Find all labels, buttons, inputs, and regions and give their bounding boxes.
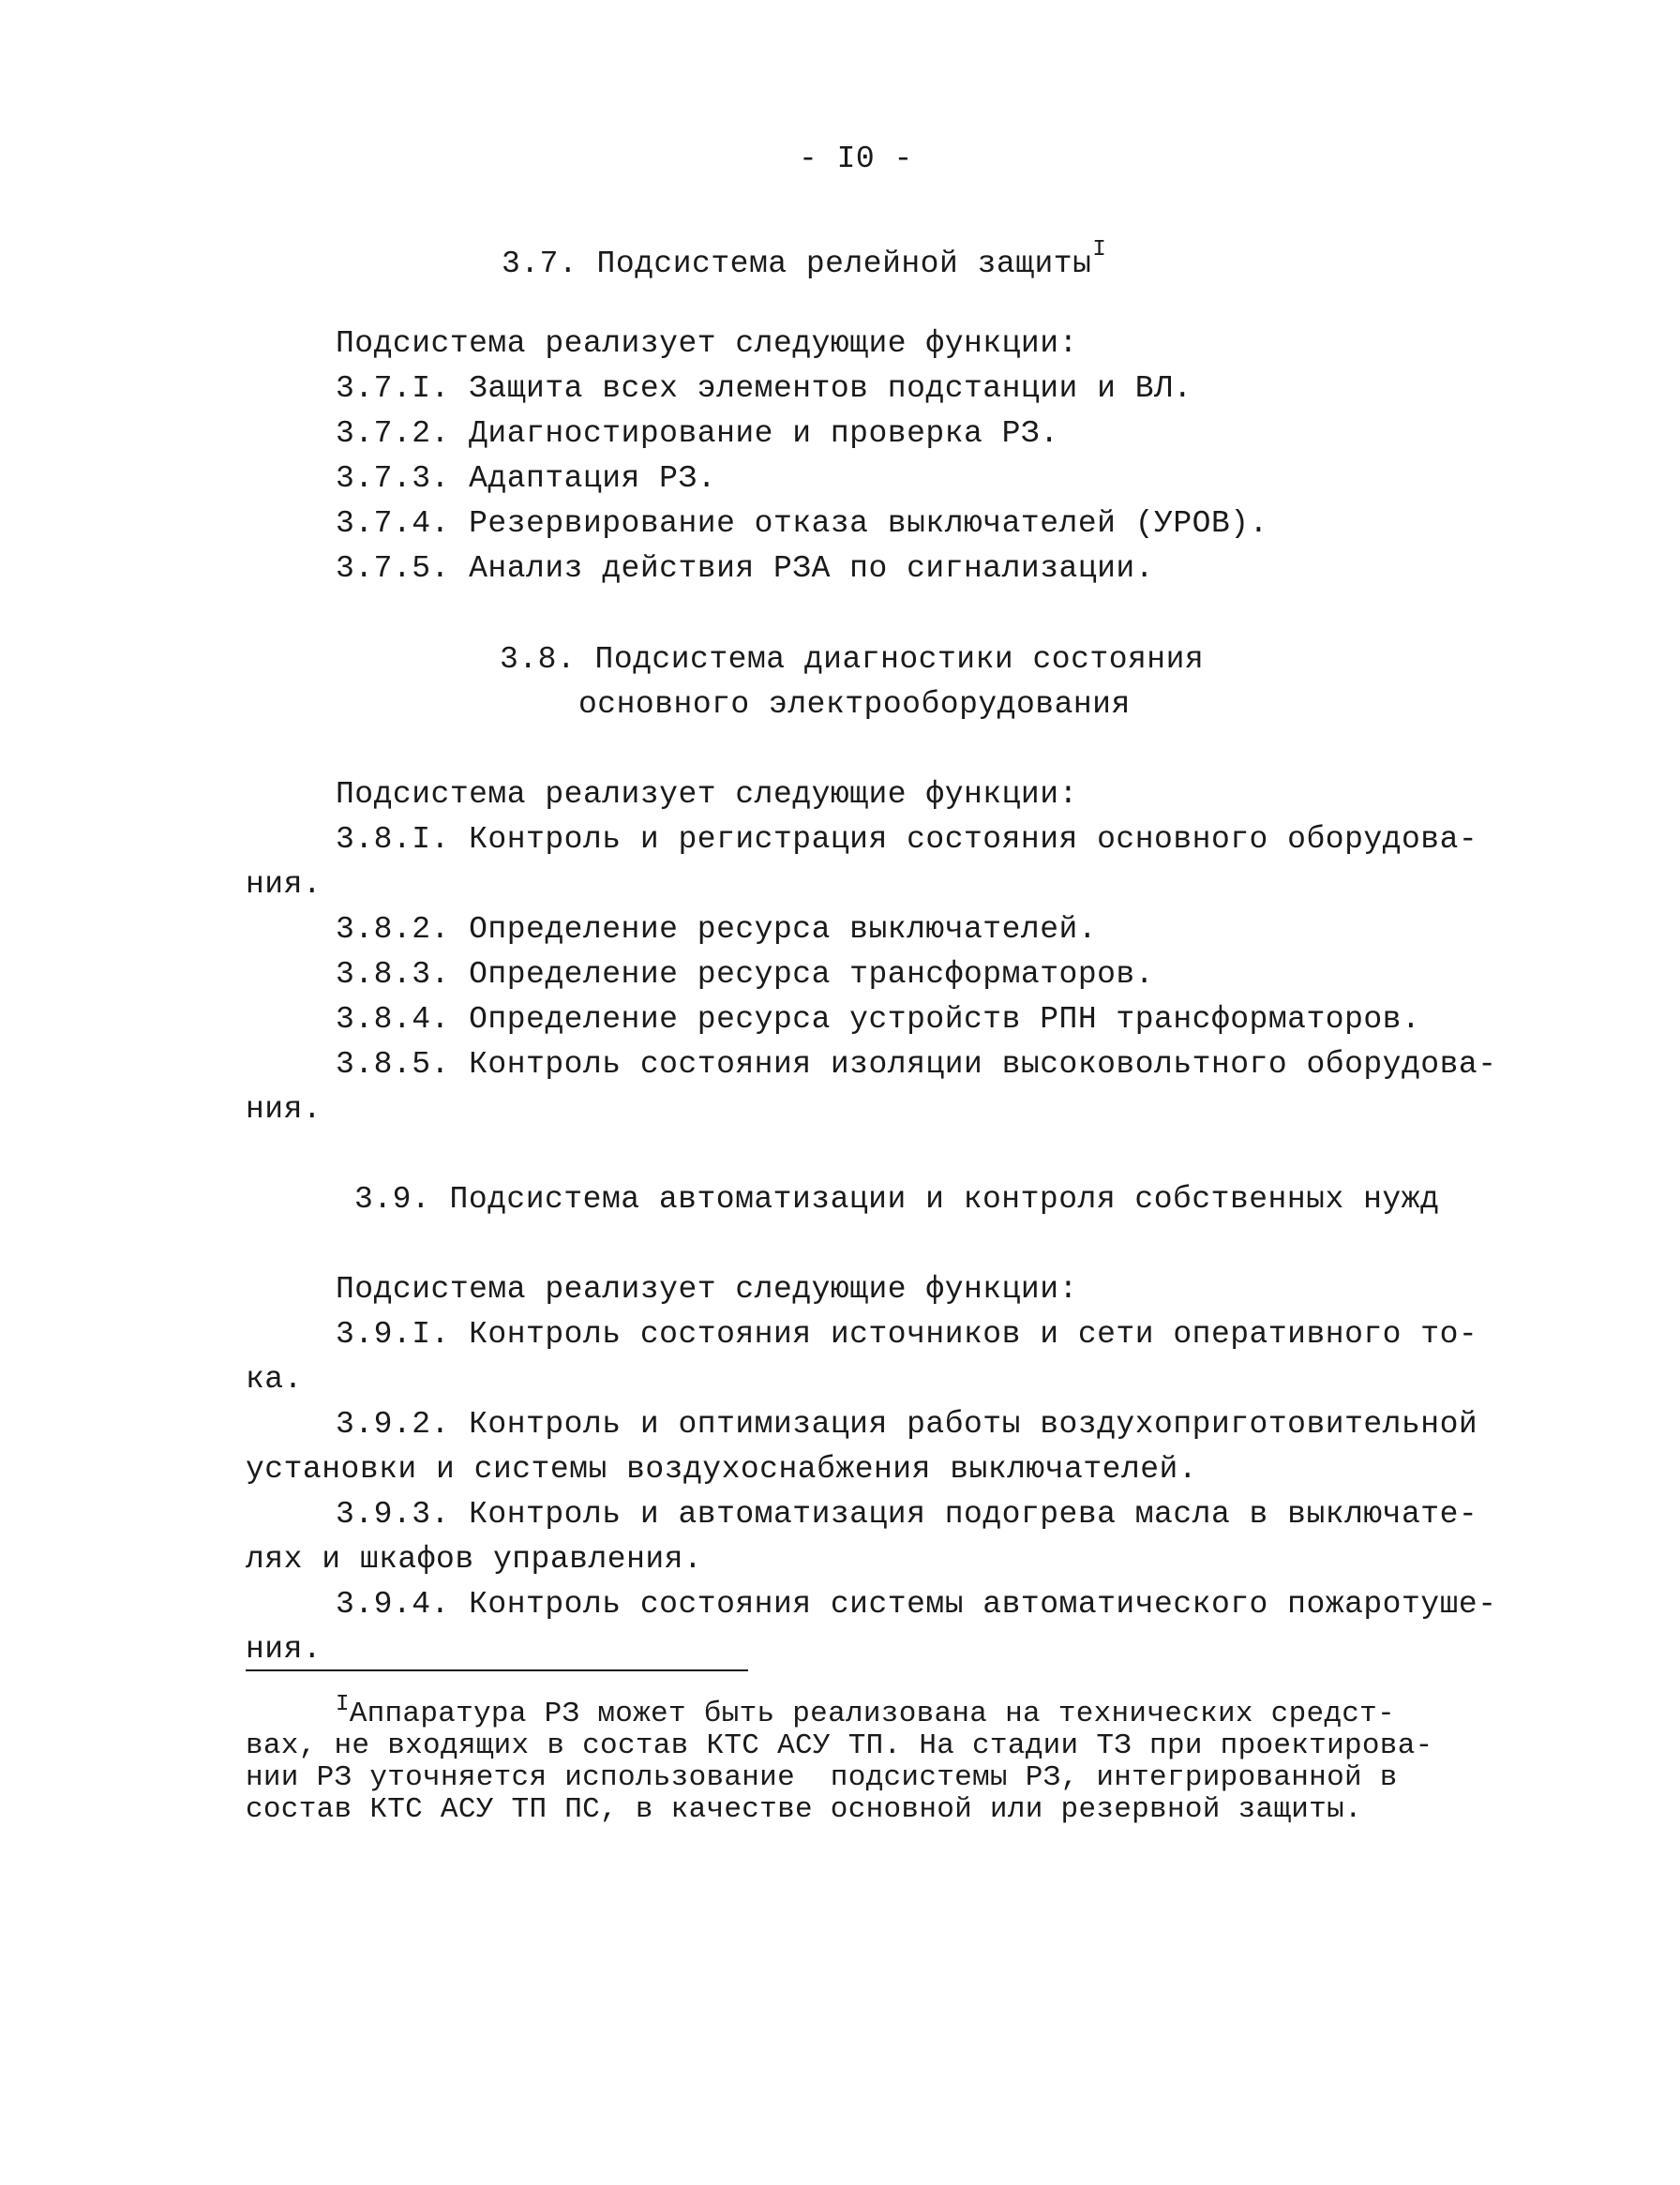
list-item: 3.8.2. Определение ресурса выключателей. bbox=[336, 912, 1098, 947]
footnote-line: вах, не входящих в состав КТС АСУ ТП. На стадии ТЗ при проектирова- bbox=[246, 1729, 1433, 1762]
list-item: 3.7.3. Адаптация РЗ. bbox=[336, 461, 717, 496]
footnote-text: Аппаратура РЗ может быть реализована на технических средст- bbox=[349, 1698, 1395, 1730]
footnote-separator bbox=[246, 1669, 748, 1671]
list-item: 3.8.4. Определение ресурса устройств РПН трансформаторов. bbox=[336, 1002, 1421, 1037]
list-item-continuation: ния. bbox=[246, 867, 322, 902]
list-item-continuation: ка. bbox=[246, 1362, 303, 1397]
list-item: 3.9.4. Контроль состояния системы автоматического пожаротуше- bbox=[336, 1587, 1497, 1622]
footnote-mark: I bbox=[336, 1692, 350, 1717]
footnote-reference-mark: I bbox=[1092, 237, 1107, 262]
list-item: 3.9.I. Контроль состояния источников и сети оперативного то- bbox=[336, 1317, 1478, 1352]
page-number: - I0 - bbox=[799, 142, 913, 176]
footnote-line: состав КТС АСУ ТП ПС, в качестве основной или резервной защиты. bbox=[246, 1793, 1362, 1826]
section-intro-3-9: Подсистема реализует следующие функции: bbox=[336, 1272, 1078, 1307]
list-item-continuation: ния. bbox=[246, 1632, 322, 1667]
list-item: 3.9.3. Контроль и автоматизация подогрева масла в выключате- bbox=[336, 1497, 1478, 1532]
list-item-continuation: лях и шкафов управления. bbox=[246, 1542, 703, 1577]
section-heading-3-9: 3.9. Подсистема автоматизации и контроля собственных нужд bbox=[354, 1182, 1440, 1217]
section-heading-3-7 bbox=[502, 237, 1107, 286]
list-item: 3.7.4. Резервирование отказа выключателей (УРОВ). bbox=[336, 506, 1268, 541]
list-item-continuation: ния. bbox=[246, 1092, 322, 1127]
section-heading-3-8-line1: 3.8. Подсистема диагностики состояния bbox=[500, 642, 1205, 677]
list-item: 3.8.3. Определение ресурса трансформаторов. bbox=[336, 957, 1155, 992]
section-intro-3-8: Подсистема реализует следующие функции: bbox=[336, 777, 1078, 812]
list-item-continuation: установки и системы воздухоснабжения выключателей. bbox=[246, 1452, 1198, 1487]
footnote-line: нии РЗ уточняется использование подсистемы РЗ, интегрированной в bbox=[246, 1761, 1398, 1794]
section-heading-text: 3.7. Подсистема релейной защиты bbox=[502, 247, 1092, 281]
list-item: 3.9.2. Контроль и оптимизация работы воздухоприготовительной bbox=[336, 1407, 1478, 1442]
list-item: 3.7.5. Анализ действия РЗА по сигнализации. bbox=[336, 551, 1155, 586]
section-intro-3-7: Подсистема реализует следующие функции: bbox=[336, 326, 1078, 361]
list-item: 3.7.2. Диагностирование и проверка РЗ. bbox=[336, 416, 1059, 451]
list-item: 3.7.I. Защита всех элементов подстанции и ВЛ. bbox=[336, 371, 1192, 406]
footnote-line bbox=[336, 1692, 1395, 1732]
section-heading-3-8-line2: основного электрооборудования bbox=[578, 687, 1131, 722]
list-item: 3.8.5. Контроль состояния изоляции высоковольтного оборудова- bbox=[336, 1047, 1497, 1082]
list-item: 3.8.I. Контроль и регистрация состояния основного оборудова- bbox=[336, 822, 1478, 857]
